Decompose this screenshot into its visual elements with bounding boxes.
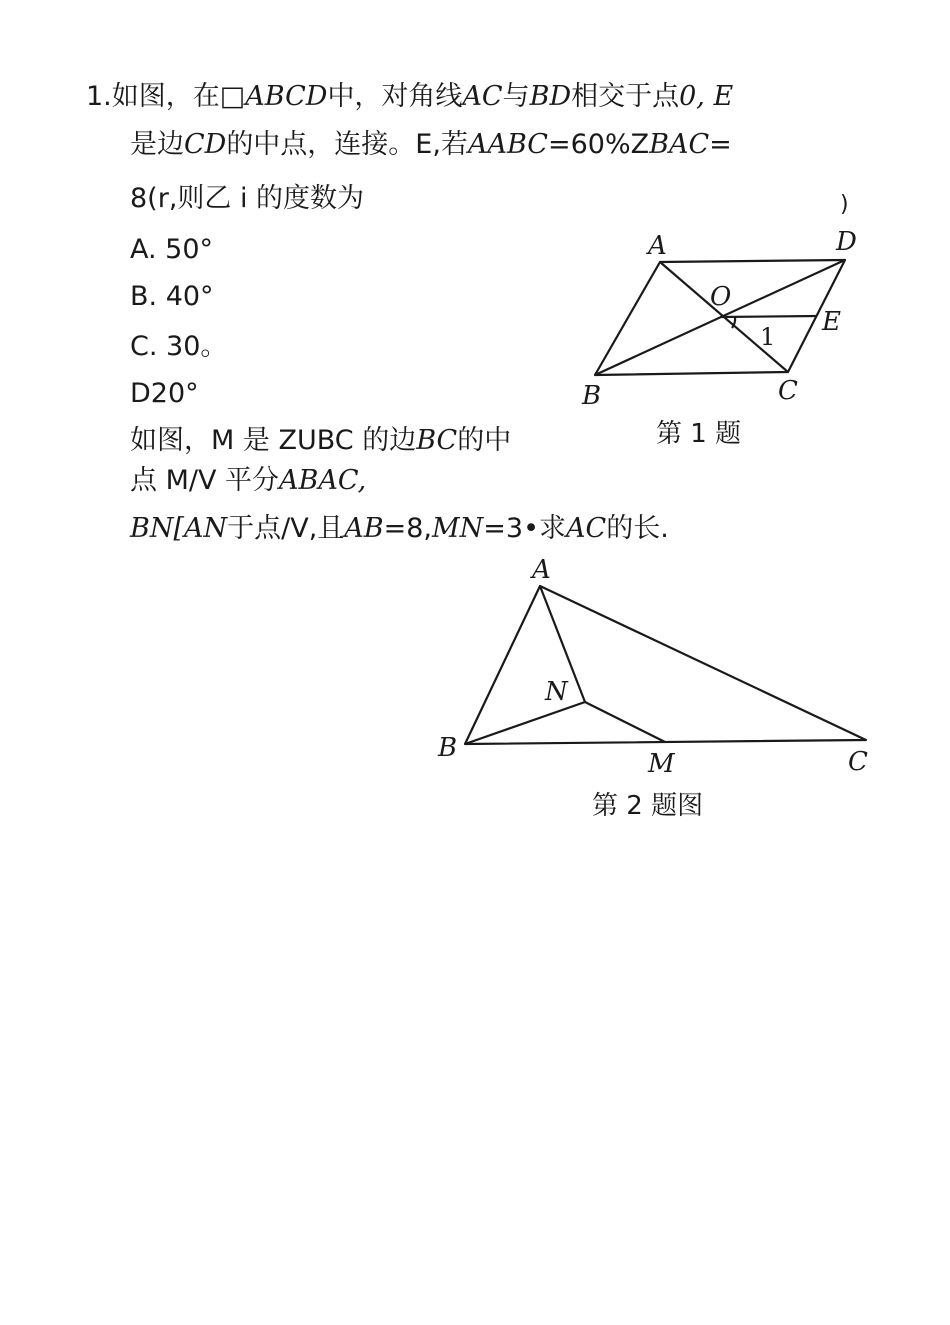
label-m: M — [648, 749, 675, 779]
math-bac: BAC — [649, 129, 710, 160]
segments-an-bn — [465, 586, 585, 744]
segment-nm — [585, 702, 665, 742]
q2-text: 的长. — [606, 513, 669, 544]
label-d: D — [836, 227, 857, 257]
figure-1 — [560, 220, 880, 460]
math-o-e: 0, E — [679, 81, 734, 112]
q1-line-2 — [130, 128, 732, 162]
q1-text: 与 — [502, 81, 530, 112]
math-abcd: ABCD — [245, 81, 328, 112]
option-c: C. 30。 — [130, 331, 228, 362]
label-c: C — [778, 376, 798, 406]
label-b: B — [582, 381, 602, 411]
q1-text: 是边 — [130, 129, 184, 160]
q1-text: 相交于点 — [571, 81, 680, 112]
option-d: D20° — [130, 378, 199, 409]
figure-2-caption: 第 2 题图 — [592, 791, 704, 821]
q2-line-2 — [130, 464, 366, 498]
q1-text: 中，对角线 — [327, 81, 463, 112]
math-bn-an: BN[AN — [130, 513, 228, 544]
figure-2 — [430, 550, 890, 830]
math-angle-bac: ABAC, — [279, 465, 367, 496]
math-mn: MN — [432, 513, 484, 544]
label-c: C — [848, 747, 868, 777]
option-a: A. 50° — [130, 234, 214, 265]
q1-text: = — [709, 129, 732, 160]
option-b: B. 40° — [130, 281, 214, 312]
q2-text: 的中 — [457, 425, 512, 456]
q1-number: 1. — [86, 81, 112, 112]
q1-text: 如图，在 — [111, 81, 220, 112]
q2-text: =8, — [383, 513, 433, 544]
label-n: N — [545, 677, 568, 707]
q2-text: 如图，M 是 ZUBC 的边 — [130, 425, 417, 456]
segment-oe — [720, 316, 817, 317]
label-o: O — [710, 282, 732, 312]
triangle-abc — [465, 586, 866, 744]
math-ac: AC — [566, 513, 607, 544]
q1-text: =60%Z — [547, 129, 650, 160]
q2-text: 于点/V,且 — [227, 513, 345, 544]
answer-paren: ) — [840, 192, 849, 217]
q2-line-1 — [130, 424, 511, 458]
q1-line-1 — [86, 80, 733, 114]
label-angle-1: 1 — [760, 323, 776, 351]
label-e: E — [822, 307, 841, 337]
math-angle-abc: AABC — [467, 129, 548, 160]
q1-line-3: 8(r,则乙 i 的度数为 — [130, 183, 365, 214]
diagonal-bd — [595, 260, 845, 375]
math-cd: CD — [184, 129, 227, 160]
label-b: B — [438, 733, 458, 763]
label-a: A — [532, 555, 551, 585]
math-bc: BC — [416, 425, 458, 456]
q1-text: 的中点，连接。E,若 — [226, 129, 468, 160]
q2-text: 点 M/V 平分 — [130, 465, 280, 496]
q2-line-3 — [130, 512, 669, 546]
parallelogram-symbol: □ — [219, 81, 246, 112]
math-ab: AB — [344, 513, 384, 544]
math-ac: AC — [462, 81, 503, 112]
q2-text: =3•求 — [483, 513, 567, 544]
math-bd: BD — [529, 81, 572, 112]
label-a: A — [648, 231, 667, 261]
figure-1-caption: 第 1 题 — [656, 419, 742, 449]
